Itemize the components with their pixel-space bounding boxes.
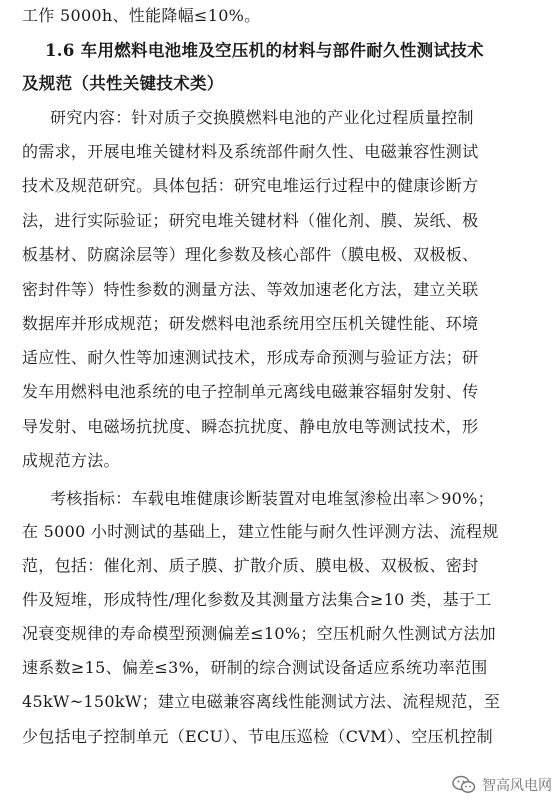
wechat-icon <box>452 775 476 795</box>
paragraph-line: 技术及规范研究。具体包括：研究电堆运行过程中的健康诊断方 <box>22 176 479 195</box>
paragraph-line: 法，进行实际验证；研究电堆关键材料（催化剂、膜、炭纸、极 <box>22 211 479 230</box>
paragraph-line: 密封件等）特性参数的测量方法、等效加速老化方法，建立关联 <box>22 280 479 299</box>
paragraph-line: 45kW~150kW；建立电磁兼容离线性能测试方法、流程规范，至 <box>22 692 501 711</box>
paragraph-line: 研究内容：针对质子交换膜燃料电池的产业化过程质量控制 <box>50 108 474 127</box>
paragraph-line: 导发射、电磁场抗扰度、瞬态抗扰度、静电放电等测试技术，形 <box>22 417 479 436</box>
watermark <box>452 775 552 795</box>
section-heading-cont: 及规范（共性关键技术类） <box>22 74 224 93</box>
paragraph-line: 范，包括：催化剂、质子膜、扩散介质、膜电极、双极板、密封 <box>22 556 479 575</box>
paragraph-line: 发车用燃料电池系统的电子控制单元离线电磁兼容辐射发射、传 <box>22 382 479 401</box>
paragraph-line: 在 5000 小时测试的基础上，建立性能与耐久性评测方法、流程规 <box>22 522 499 541</box>
paragraph-line: 成规范方法。 <box>22 451 120 470</box>
paragraph-line: 的需求，开展电堆关键材料及系统部件耐久性、电磁兼容性测试 <box>22 142 479 161</box>
watermark-text: 智高风电网 <box>482 778 552 794</box>
paragraph-line: 少包括电子控制单元（ECU）、节电压巡检（CVM）、空压机控制 <box>22 727 493 746</box>
paragraph-line: 况衰变规律的寿命模型预测偏差≤10%；空压机耐久性测试方法加 <box>22 624 496 643</box>
paragraph-line: 速系数≥15、偏差≤3%，研制的综合测试设备适应系统功率范围 <box>22 658 488 677</box>
paragraph-line: 适应性、耐久性等加速测试技术，形成寿命预测与验证方法；研 <box>22 348 479 367</box>
paragraph-line: 件及短堆，形成特性/理化参数及其测量方法集合≥10 类，基于工 <box>22 590 492 609</box>
paragraph-line: 考核指标：车载电堆健康诊断装置对电堆氢渗检出率＞90%； <box>50 489 494 508</box>
paragraph-line: 板基材、防腐涂层等）理化参数及核心部件（膜电极、双极板、 <box>22 245 479 264</box>
text-line: 工作 5000h、性能降幅≤10%。 <box>22 6 261 25</box>
paragraph-line: 数据库并形成规范；研发燃料电池系统用空压机关键性能、环境 <box>22 314 479 333</box>
section-heading: 1.6 车用燃料电池堆及空压机的材料与部件耐久性测试技术 <box>45 41 484 60</box>
